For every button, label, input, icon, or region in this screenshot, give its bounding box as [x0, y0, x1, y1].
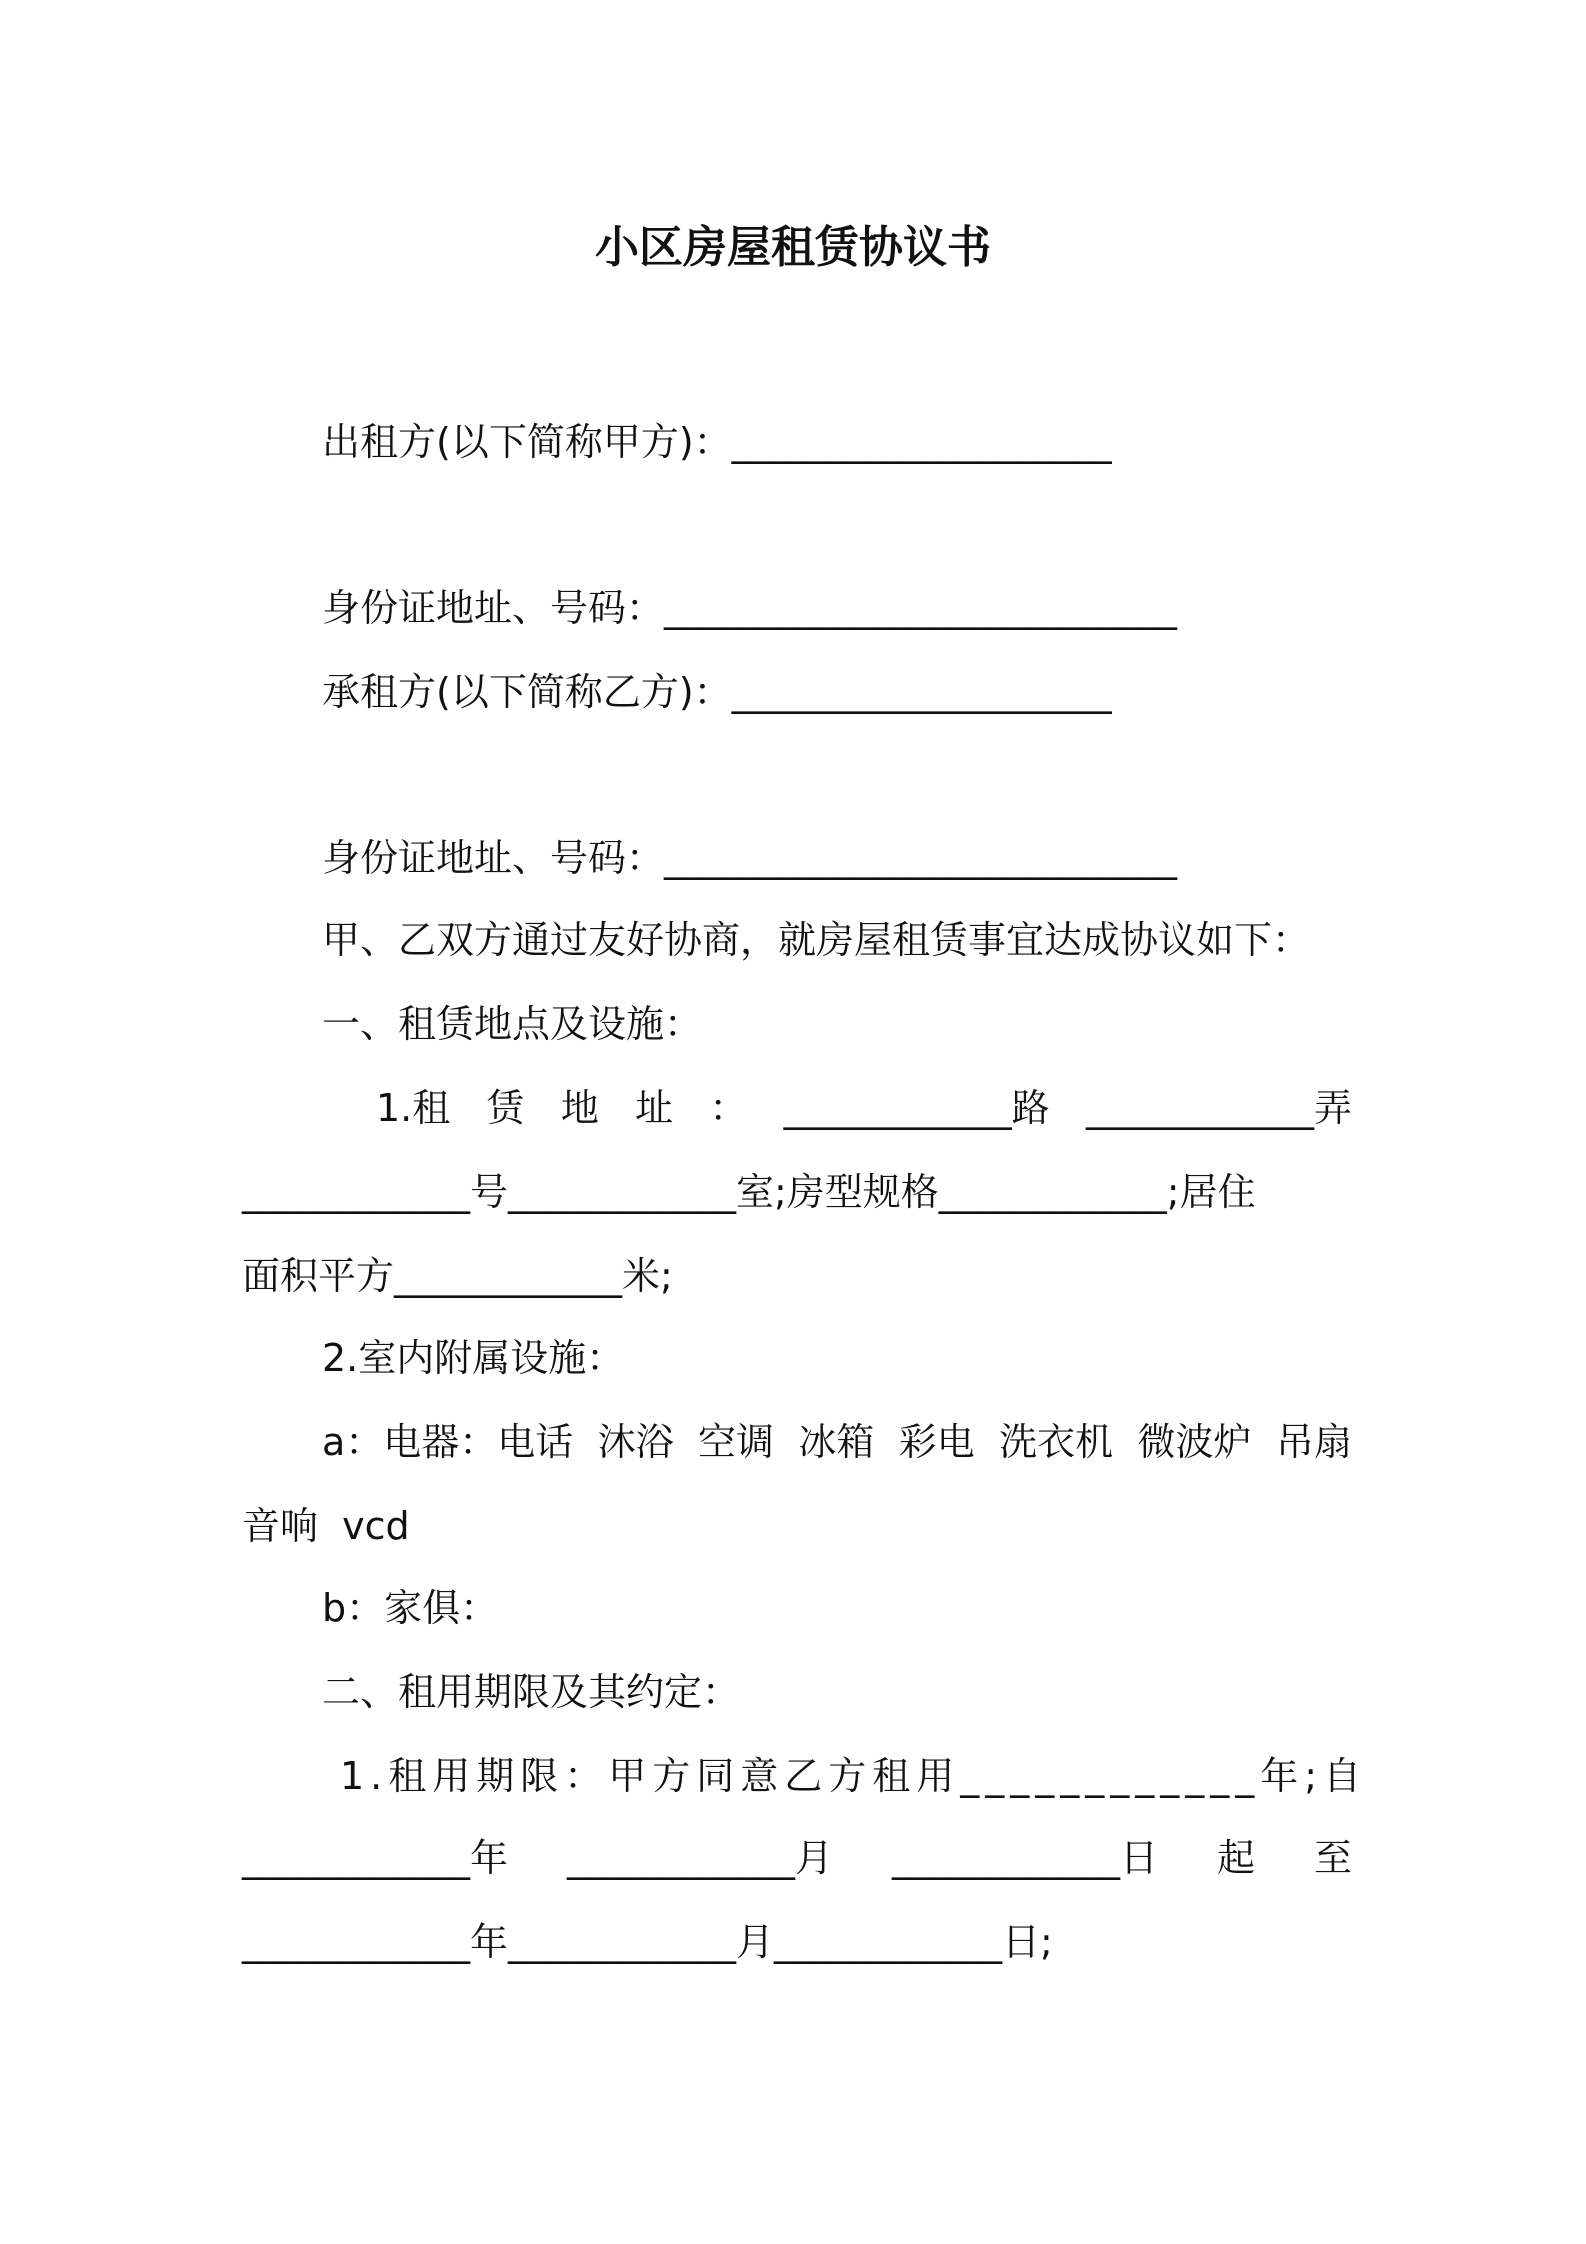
address-road-blank: ____________路 [783, 1086, 1050, 1130]
lessor-line: 出租方(以下简称甲方)：____________________ [322, 420, 1112, 464]
section-2-heading: 二、租用期限及其约定： [322, 1670, 741, 1714]
term-label: 1.租用期限： [340, 1754, 609, 1798]
appliance-item: 空调 [698, 1420, 775, 1464]
appliance-item: 沐浴 [597, 1420, 674, 1464]
address-word: 地 [560, 1086, 599, 1130]
appliance-item: 微波炉 [1137, 1420, 1252, 1464]
appliance-item: 冰箱 [798, 1420, 875, 1464]
furniture-line: b：家俱： [322, 1586, 499, 1630]
address-lane-blank: ____________弄 [1085, 1086, 1352, 1130]
section-1-heading: 一、租赁地点及设施： [322, 1002, 703, 1046]
appliance-item: 洗衣机 [999, 1420, 1114, 1464]
facilities-heading: 2.室内附属设施： [322, 1336, 625, 1380]
appliance-item: 彩电 [898, 1420, 975, 1464]
term-to-word: 至 [1313, 1836, 1352, 1880]
address-row-3: 面积平方____________米; [242, 1254, 673, 1298]
address-word: 赁 [486, 1086, 525, 1130]
address-word: 1.租 [376, 1086, 451, 1130]
lessee-id-line: 身份证地址、号码：___________________________ [322, 836, 1178, 880]
term-month-blank: ____________月 [566, 1836, 833, 1880]
term-row-1 [340, 1748, 1368, 1804]
address-row-2: ____________号____________室;房型规格____________;居住 [242, 1170, 1256, 1214]
intro-line: 甲、乙双方通过友好协商，就房屋租赁事宜达成协议如下： [322, 918, 1311, 962]
term-row-2 [242, 1830, 1352, 1886]
term-row-3: ____________年____________月____________日; [242, 1920, 1053, 1964]
lessor-id-line: 身份证地址、号码：___________________________ [322, 586, 1178, 630]
appliance-item: a：电器：电话 [322, 1420, 574, 1464]
term-from-word: 起 [1216, 1836, 1255, 1880]
address-word: ： [709, 1086, 748, 1130]
lessee-line: 承租方(以下简称乙方)：____________________ [322, 670, 1112, 714]
term-text: 甲方同意乙方租用____________年;自 [608, 1754, 1368, 1798]
appliances-row-2: 音响 vcd [242, 1504, 410, 1548]
document-title: 小区房屋租赁协议书 [595, 222, 991, 273]
address-word: 址 [635, 1086, 674, 1130]
appliances-row-1 [322, 1414, 1352, 1470]
address-row-1 [376, 1080, 1352, 1136]
appliance-item: 吊扇 [1275, 1420, 1352, 1464]
term-day-blank: ____________日 [891, 1836, 1158, 1880]
term-year-blank: ____________年 [242, 1836, 509, 1880]
